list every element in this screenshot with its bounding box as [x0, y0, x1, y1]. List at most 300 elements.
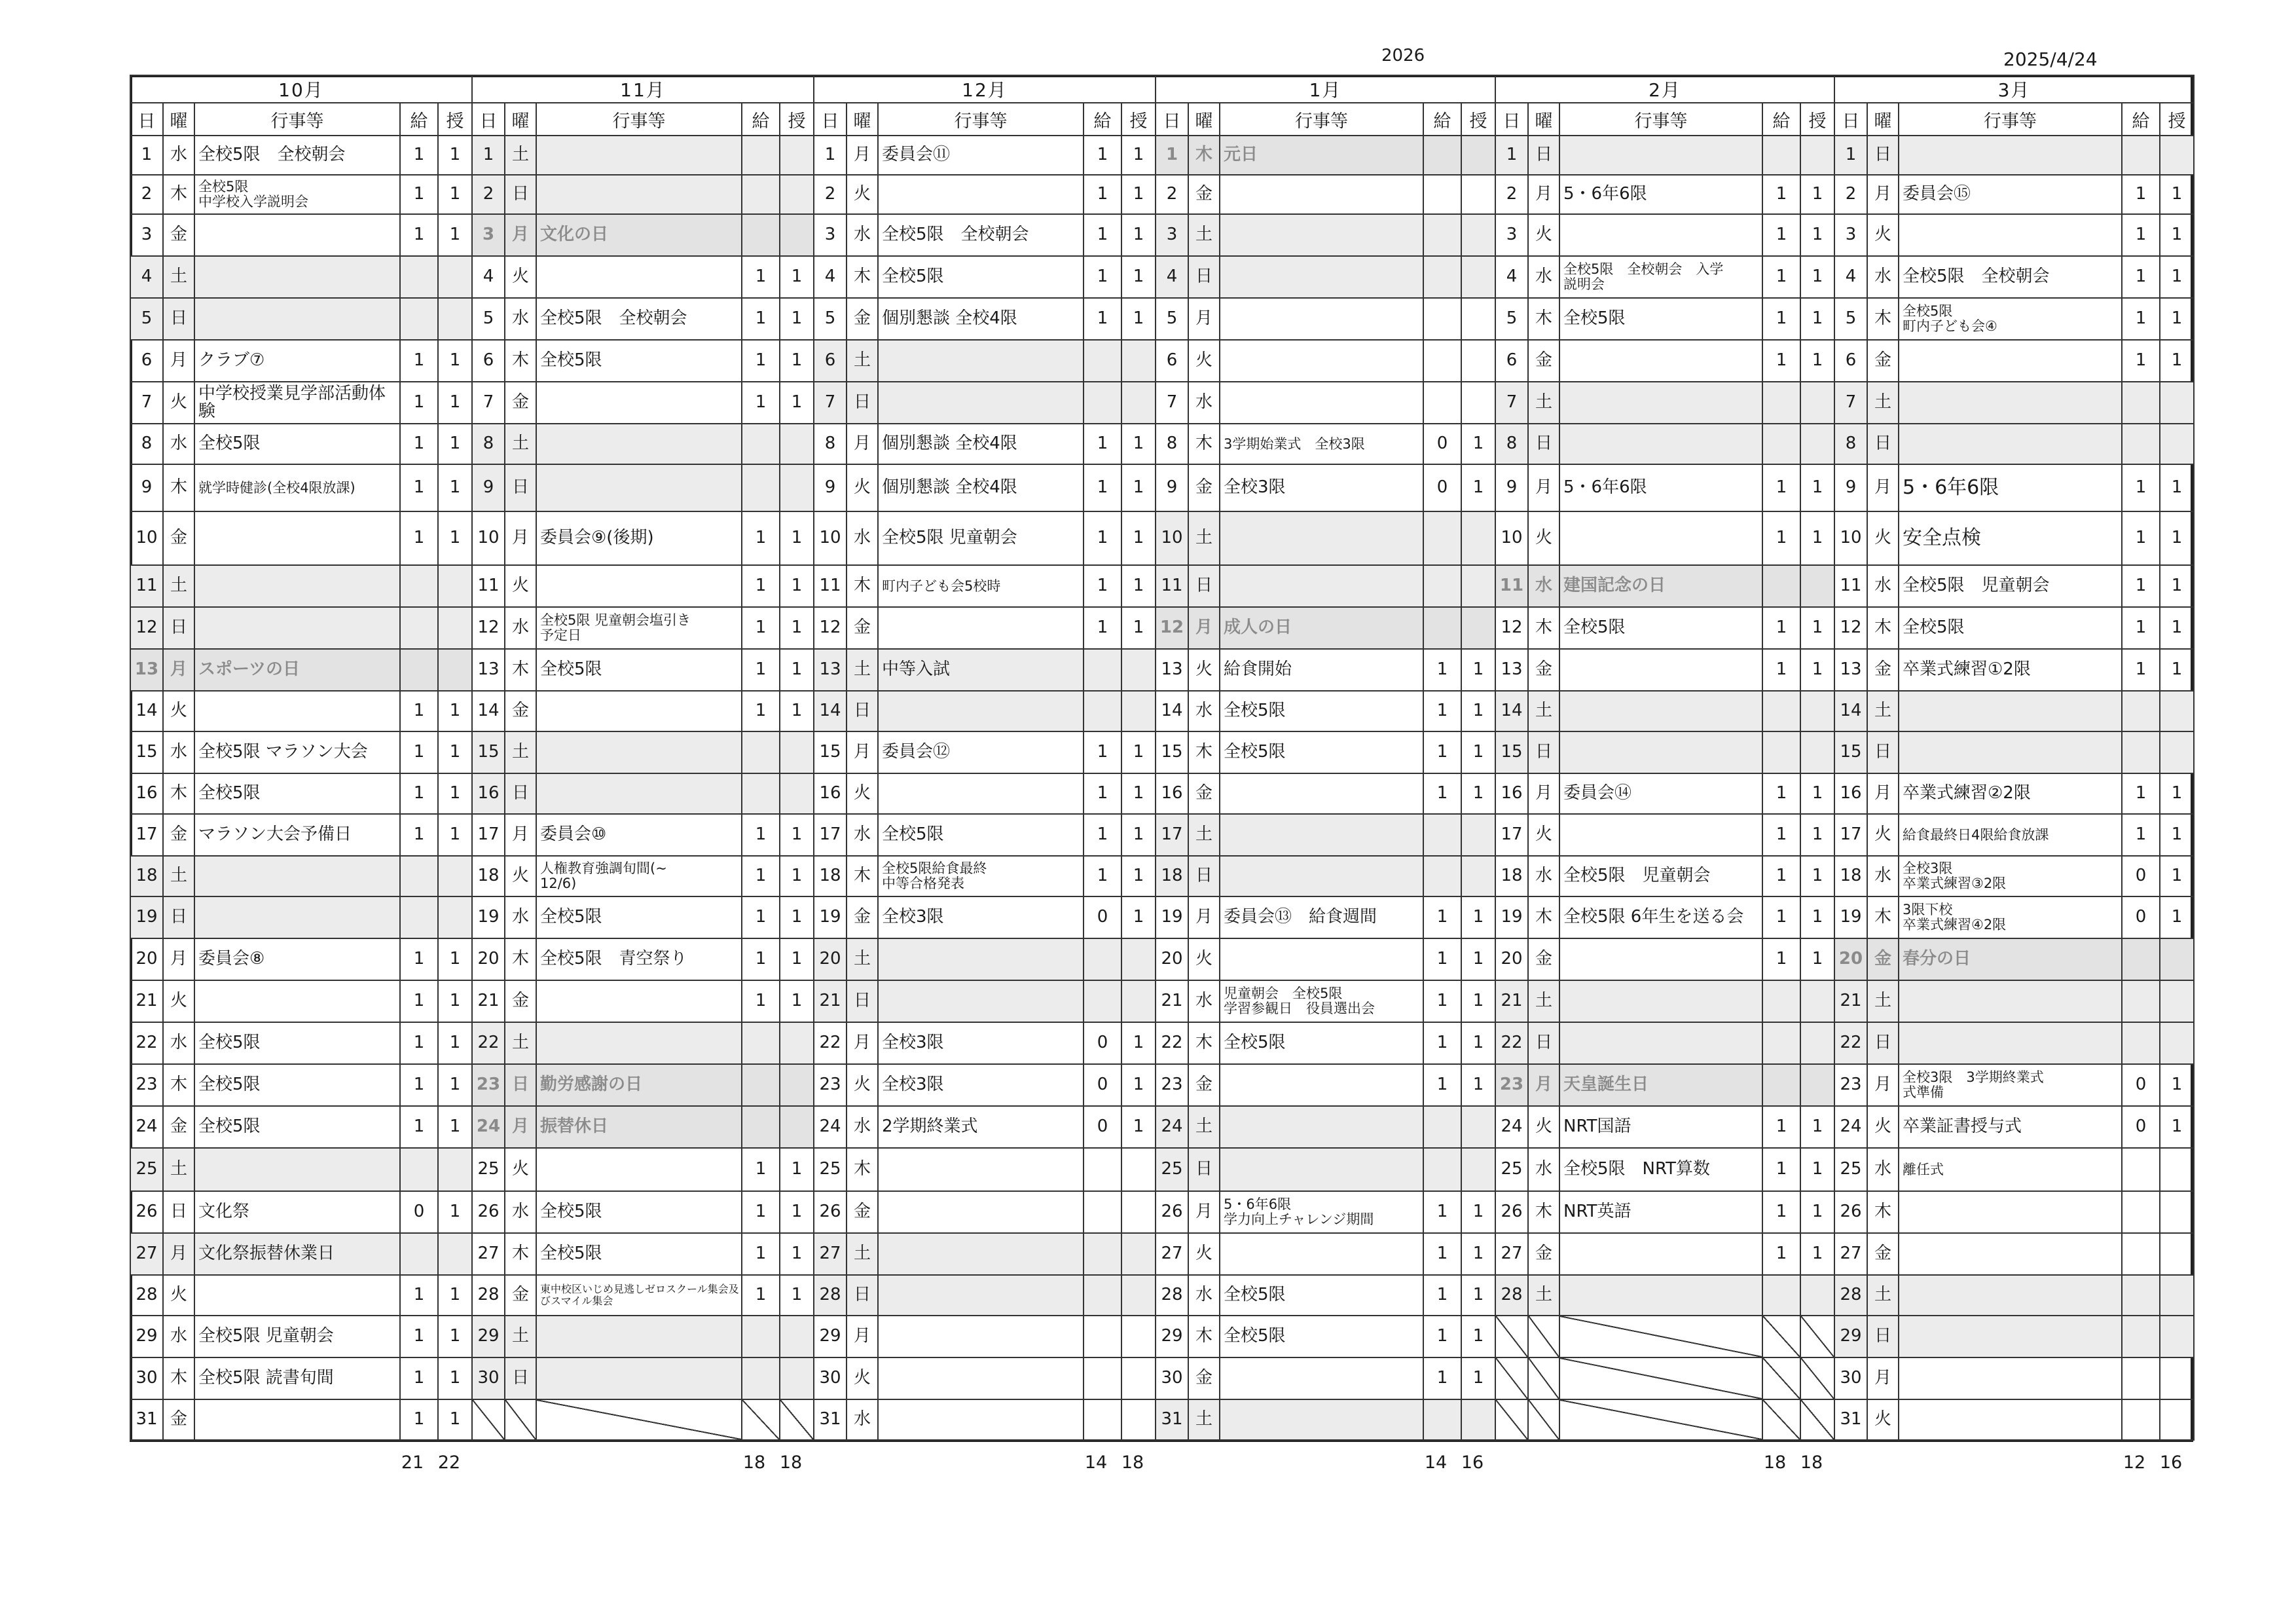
- kyushoku-count: 1: [1762, 1233, 1800, 1275]
- kyushoku-count: [2122, 731, 2160, 773]
- kyushoku-count: [1762, 980, 1800, 1022]
- event-cell: [536, 896, 742, 938]
- event-cell: [1899, 773, 2122, 814]
- event-text: 全校5限: [882, 824, 944, 845]
- weekday: 日: [163, 298, 194, 340]
- weekday: 火: [1188, 649, 1220, 691]
- event-cell: [536, 607, 742, 649]
- event-text: 個別懇談 全校4限: [882, 308, 1017, 329]
- event-cell: [194, 1275, 400, 1316]
- jugyo-count: [780, 731, 814, 773]
- jugyo-count: 1: [438, 1064, 472, 1106]
- jugyo-count: 1: [780, 1191, 814, 1233]
- jugyo-count: 1: [1121, 298, 1156, 340]
- calendar-row: [814, 1022, 1156, 1064]
- month-title-row: [130, 75, 472, 103]
- weekday: 土: [1867, 980, 1899, 1022]
- day-number: 30: [130, 1357, 163, 1399]
- event-cell: [194, 511, 400, 565]
- day-number: 19: [814, 896, 847, 938]
- kyushoku-count: 0: [2122, 1106, 2160, 1148]
- weekday: 水: [505, 607, 536, 649]
- calendar-row: [130, 175, 472, 214]
- event-cell: [536, 1316, 742, 1357]
- weekday: 月: [1188, 298, 1220, 340]
- kyushoku-count: 1: [400, 1022, 438, 1064]
- day-number: 16: [1156, 773, 1188, 814]
- event-cell: [194, 1399, 400, 1440]
- event-cell: [1559, 773, 1762, 814]
- kyushoku-count: 0: [2122, 856, 2160, 896]
- event-text: 全校5限: [882, 267, 944, 287]
- event-cell: [194, 1148, 400, 1191]
- month-title: 1月: [1156, 75, 1495, 103]
- event-text: 人権教育強調旬間(~ 12/6): [540, 860, 667, 891]
- day-number: 20: [1156, 938, 1188, 980]
- kyushoku-count: [1762, 691, 1800, 731]
- event-text: 全校5限: [1224, 701, 1286, 721]
- weekday: 木: [505, 938, 536, 980]
- day-number: 3: [472, 214, 505, 256]
- day-number: 10: [1156, 511, 1188, 565]
- calendar-row: [1834, 896, 2194, 938]
- weekday: 金: [1867, 1233, 1899, 1275]
- weekday-header: 曜: [847, 103, 878, 136]
- event-text: 全校5限: [540, 1244, 602, 1264]
- weekday: 日: [1188, 856, 1220, 896]
- weekday: 月: [505, 1106, 536, 1148]
- weekday: 水: [1188, 382, 1220, 424]
- jugyo-count: 1: [1800, 938, 1834, 980]
- calendar-row: [1834, 649, 2194, 691]
- weekday: 木: [1188, 1316, 1220, 1357]
- day-number: 21: [1834, 980, 1867, 1022]
- jugyo-count: 1: [1800, 464, 1834, 511]
- weekday: 土: [505, 1316, 536, 1357]
- event-cell: [1559, 298, 1762, 340]
- kyushoku-count: 0: [1423, 424, 1461, 464]
- day-number: 27: [1834, 1233, 1867, 1275]
- kyushoku-count: 1: [1084, 731, 1121, 773]
- empty-cell: [1495, 1316, 1528, 1357]
- weekday: 水: [163, 136, 194, 175]
- event-cell: [536, 1022, 742, 1064]
- jugyo-count: 1: [1461, 938, 1495, 980]
- jugyo-count: [438, 896, 472, 938]
- column-header-row: [472, 103, 814, 136]
- event-text: 委員会⑭: [1563, 783, 1632, 803]
- jugyo-total: 16: [2159, 1452, 2183, 1473]
- jugyo-count: [438, 649, 472, 691]
- calendar-row: [130, 980, 472, 1022]
- event-cell: [194, 565, 400, 607]
- weekday: 火: [163, 1275, 194, 1316]
- jugyo-count: 1: [2160, 340, 2194, 382]
- day-number: 11: [1156, 565, 1188, 607]
- day-number: 28: [1156, 1275, 1188, 1316]
- calendar-row: [130, 773, 472, 814]
- kyushoku-count: 1: [1423, 773, 1461, 814]
- calendar-row: [130, 1233, 472, 1275]
- jugyo-count: [1121, 938, 1156, 980]
- kyushoku-count: 1: [1762, 649, 1800, 691]
- day-number: 11: [1495, 565, 1528, 607]
- kyushoku-count: [1084, 1191, 1121, 1233]
- jugyo-count: [1121, 1275, 1156, 1316]
- kyushoku-count: 1: [742, 1148, 780, 1191]
- event-cell: [194, 649, 400, 691]
- kyushoku-count: 1: [2122, 340, 2160, 382]
- event-text: 3限下校 卒業式練習④2限: [1903, 902, 2007, 932]
- weekday: 木: [163, 464, 194, 511]
- event-cell: [1899, 214, 2122, 256]
- calendar-row: [130, 938, 472, 980]
- jugyo-count: 1: [1121, 1106, 1156, 1148]
- weekday: 月: [163, 649, 194, 691]
- day-number: 13: [130, 649, 163, 691]
- weekday: 火: [1188, 1233, 1220, 1275]
- empty-cell: [1762, 1399, 1800, 1440]
- jugyo-count: 1: [780, 340, 814, 382]
- weekday: 火: [847, 175, 878, 214]
- calendar-row: [1834, 607, 2194, 649]
- kyushoku-count: 0: [1084, 1064, 1121, 1106]
- calendar-row: [1156, 1357, 1495, 1399]
- calendar-row: [1834, 511, 2194, 565]
- day-number: 27: [130, 1233, 163, 1275]
- kyushoku-count: 0: [400, 1191, 438, 1233]
- jugyo-count: 1: [780, 1275, 814, 1316]
- event-cell: [878, 938, 1084, 980]
- day-number: 2: [1834, 175, 1867, 214]
- weekday: 月: [1528, 175, 1559, 214]
- event-text: 東中校区いじめ見逃しゼロスクール集会及 びスマイル集会: [540, 1283, 739, 1307]
- jugyo-count: 1: [2160, 511, 2194, 565]
- jugyo-count: 1: [1800, 1106, 1834, 1148]
- calendar-row: [472, 424, 814, 464]
- calendar-row: [472, 1357, 814, 1399]
- jugyo-count: 1: [1461, 1357, 1495, 1399]
- kyushoku-count: 1: [400, 1106, 438, 1148]
- calendar-row: [814, 1148, 1156, 1191]
- kyushoku-count: 0: [1084, 1106, 1121, 1148]
- calendar-row: [130, 814, 472, 856]
- event-cell: [536, 649, 742, 691]
- kyushoku-count: [400, 896, 438, 938]
- kyushoku-header: 給: [1423, 103, 1461, 136]
- event-cell: [536, 256, 742, 298]
- day-number: 24: [472, 1106, 505, 1148]
- kyushoku-count: 1: [1762, 896, 1800, 938]
- calendar-row: [1156, 896, 1495, 938]
- event-cell: [878, 1022, 1084, 1064]
- jugyo-count: 1: [2160, 256, 2194, 298]
- jugyo-count: [2160, 424, 2194, 464]
- kyushoku-count: 1: [400, 464, 438, 511]
- event-cell: [1220, 856, 1423, 896]
- calendar-row: [1495, 565, 1834, 607]
- jugyo-count: 1: [1800, 256, 1834, 298]
- calendar-row: [1834, 1148, 2194, 1191]
- jugyo-count: 1: [1121, 1022, 1156, 1064]
- calendar-row: [1156, 214, 1495, 256]
- jugyo-total: 16: [1461, 1452, 1484, 1473]
- weekday: 火: [505, 1148, 536, 1191]
- event-cell: [1899, 1275, 2122, 1316]
- calendar-row: [1834, 175, 2194, 214]
- kyushoku-count: [1762, 424, 1800, 464]
- weekday: 土: [1188, 1106, 1220, 1148]
- jugyo-count: [2160, 1399, 2194, 1440]
- weekday: 月: [1867, 464, 1899, 511]
- weekday: 土: [1528, 691, 1559, 731]
- weekday: 木: [505, 649, 536, 691]
- jugyo-count: [780, 1357, 814, 1399]
- day-number: 2: [130, 175, 163, 214]
- calendar-row: [1495, 607, 1834, 649]
- weekday: 木: [163, 175, 194, 214]
- weekday: 月: [1188, 607, 1220, 649]
- day-number: 6: [130, 340, 163, 382]
- weekday: 日: [505, 773, 536, 814]
- event-text: 全校5限: [1563, 618, 1626, 638]
- event-text: 全校5限 全校朝会: [1903, 267, 2050, 287]
- day-number: 14: [472, 691, 505, 731]
- day-number: 29: [814, 1316, 847, 1357]
- jugyo-count: 1: [1800, 649, 1834, 691]
- jugyo-count: [1461, 340, 1495, 382]
- jugyo-count: [780, 1106, 814, 1148]
- kyushoku-count: 1: [400, 1399, 438, 1440]
- day-number: 25: [1495, 1148, 1528, 1191]
- day-number: 11: [472, 565, 505, 607]
- calendar-row: [814, 1191, 1156, 1233]
- day-number: 14: [814, 691, 847, 731]
- event-cell: [878, 814, 1084, 856]
- jugyo-count: [1461, 1106, 1495, 1148]
- jugyo-count: [780, 175, 814, 214]
- weekday: 火: [1867, 214, 1899, 256]
- kyushoku-count: [1423, 1148, 1461, 1191]
- kyushoku-count: 1: [400, 938, 438, 980]
- kyushoku-count: [1423, 256, 1461, 298]
- event-cell: [194, 773, 400, 814]
- day-number: 20: [130, 938, 163, 980]
- jugyo-count: [2160, 1316, 2194, 1357]
- calendar-row: [1156, 649, 1495, 691]
- jugyo-count: 1: [1800, 214, 1834, 256]
- calendar-row: [1156, 1399, 1495, 1440]
- jugyo-count: [1461, 1148, 1495, 1191]
- weekday: 月: [847, 424, 878, 464]
- day-number: 20: [1834, 938, 1867, 980]
- kyushoku-count: 1: [742, 1275, 780, 1316]
- weekday: 水: [1528, 856, 1559, 896]
- weekday: 火: [505, 256, 536, 298]
- jugyo-count: [1461, 214, 1495, 256]
- weekday: 土: [1528, 1275, 1559, 1316]
- event-cell: [878, 1233, 1084, 1275]
- weekday: 月: [1188, 1191, 1220, 1233]
- kyushoku-count: 1: [1423, 649, 1461, 691]
- calendar-row: [1834, 980, 2194, 1022]
- jugyo-count: [1461, 607, 1495, 649]
- event-cell: [1559, 938, 1762, 980]
- jugyo-count: 1: [2160, 464, 2194, 511]
- weekday: 日: [505, 1357, 536, 1399]
- kyushoku-count: [1084, 980, 1121, 1022]
- kyushoku-count: 1: [742, 382, 780, 424]
- calendar-row: [1834, 136, 2194, 175]
- jugyo-count: [2160, 691, 2194, 731]
- day-number: 20: [1495, 938, 1528, 980]
- weekday: 金: [1188, 175, 1220, 214]
- weekday: 金: [1188, 1064, 1220, 1106]
- event-cell: [1559, 1064, 1762, 1106]
- event-cell: [878, 1399, 1084, 1440]
- kyushoku-count: 1: [1762, 773, 1800, 814]
- weekday: 火: [1528, 814, 1559, 856]
- calendar-row: [1834, 691, 2194, 731]
- event-cell: [194, 1233, 400, 1275]
- day-number: 17: [1156, 814, 1188, 856]
- jugyo-count: 1: [1121, 511, 1156, 565]
- jugyo-count: 1: [1121, 1064, 1156, 1106]
- weekday: 金: [1867, 649, 1899, 691]
- day-number: 31: [130, 1399, 163, 1440]
- day-number: 19: [130, 896, 163, 938]
- calendar-row: [814, 814, 1156, 856]
- calendar-row: [1156, 424, 1495, 464]
- kyushoku-count: [2122, 980, 2160, 1022]
- event-text: 全校5限: [198, 434, 261, 454]
- event-cell: [194, 1106, 400, 1148]
- event-text: 全校5限 全校朝会: [882, 225, 1029, 245]
- kyushoku-count: 1: [1762, 298, 1800, 340]
- weekday: 木: [847, 1148, 878, 1191]
- month-table: [1495, 75, 1835, 1441]
- calendar-row: [130, 136, 472, 175]
- weekday: 水: [1528, 565, 1559, 607]
- jugyo-count: [1121, 1233, 1156, 1275]
- day-number: 9: [472, 464, 505, 511]
- weekday: 日: [1528, 424, 1559, 464]
- event-text: 春分の日: [1903, 949, 1971, 969]
- event-cell: [1899, 136, 2122, 175]
- jugyo-count: 1: [780, 938, 814, 980]
- event-cell: [878, 175, 1084, 214]
- jugyo-count: 1: [1121, 424, 1156, 464]
- event-cell: [878, 298, 1084, 340]
- calendar-row: [1156, 464, 1495, 511]
- event-cell: [1559, 1148, 1762, 1191]
- day-number: 1: [130, 136, 163, 175]
- jugyo-count: 1: [1121, 565, 1156, 607]
- kyushoku-count: 1: [400, 136, 438, 175]
- kyushoku-count: 1: [742, 896, 780, 938]
- jugyo-count: 1: [438, 424, 472, 464]
- event-cell: [536, 298, 742, 340]
- kyushoku-count: 1: [1762, 464, 1800, 511]
- jugyo-count: 1: [2160, 814, 2194, 856]
- calendar-row: [1834, 856, 2194, 896]
- calendar-row: [814, 424, 1156, 464]
- jugyo-count: [438, 565, 472, 607]
- weekday: 土: [163, 856, 194, 896]
- day-number: 12: [472, 607, 505, 649]
- day-number: 22: [472, 1022, 505, 1064]
- day-number: 21: [1156, 980, 1188, 1022]
- event-text: 委員会⑫: [882, 742, 951, 762]
- day-number: 26: [1495, 1191, 1528, 1233]
- calendar-row: [814, 691, 1156, 731]
- day-number: 10: [1834, 511, 1867, 565]
- weekday: 日: [1867, 136, 1899, 175]
- day-number: 2: [814, 175, 847, 214]
- jugyo-count: [780, 424, 814, 464]
- calendar-row: [1834, 214, 2194, 256]
- calendar-row: [814, 1064, 1156, 1106]
- event-cell: [1220, 1399, 1423, 1440]
- jugyo-count: [1800, 424, 1834, 464]
- jugyo-count: 1: [780, 649, 814, 691]
- event-text: 委員会⑧: [198, 949, 265, 969]
- calendar-row: [1834, 731, 2194, 773]
- day-number: 12: [130, 607, 163, 649]
- event-text: 中学校授業見学部活動体験: [198, 383, 386, 421]
- event-cell: [194, 731, 400, 773]
- kyushoku-count: [1762, 731, 1800, 773]
- kyushoku-count: 1: [2122, 256, 2160, 298]
- weekday: 金: [505, 382, 536, 424]
- event-text: NRT国語: [1563, 1116, 1631, 1137]
- kyushoku-count: 1: [2122, 649, 2160, 691]
- kyushoku-count: 0: [2122, 896, 2160, 938]
- day-number: 18: [472, 856, 505, 896]
- event-cell: [1220, 424, 1423, 464]
- jugyo-count: [1121, 340, 1156, 382]
- day-number: 25: [814, 1148, 847, 1191]
- kyushoku-count: 1: [1762, 175, 1800, 214]
- event-cell: [1899, 856, 2122, 896]
- event-text: 建国記念の日: [1563, 576, 1666, 596]
- empty-cell: [1528, 1357, 1559, 1399]
- day-number: 29: [1156, 1316, 1188, 1357]
- jugyo-count: [1800, 691, 1834, 731]
- day-number: 8: [472, 424, 505, 464]
- kyushoku-count: 1: [1084, 424, 1121, 464]
- calendar-row: [472, 1106, 814, 1148]
- calendar-row: [1495, 1399, 1834, 1440]
- event-text: 全校5限 全校朝会 入学 説明会: [1563, 261, 1724, 292]
- jugyo-count: [1121, 1191, 1156, 1233]
- month-title-row: [1834, 75, 2194, 103]
- event-cell: [194, 1316, 400, 1357]
- weekday: 火: [1528, 214, 1559, 256]
- month-block: [1495, 75, 1834, 1441]
- event-text: 全校5限: [540, 1202, 602, 1222]
- jugyo-count: 1: [438, 691, 472, 731]
- kyushoku-header: 給: [742, 103, 780, 136]
- event-cell: [1220, 1357, 1423, 1399]
- event-cell: [1899, 607, 2122, 649]
- event-text: 5・6年6限: [1563, 477, 1647, 498]
- kyushoku-count: 1: [400, 382, 438, 424]
- weekday: 土: [163, 1148, 194, 1191]
- kyushoku-count: 1: [2122, 464, 2160, 511]
- jugyo-count: 1: [438, 1316, 472, 1357]
- calendar-row: [1495, 511, 1834, 565]
